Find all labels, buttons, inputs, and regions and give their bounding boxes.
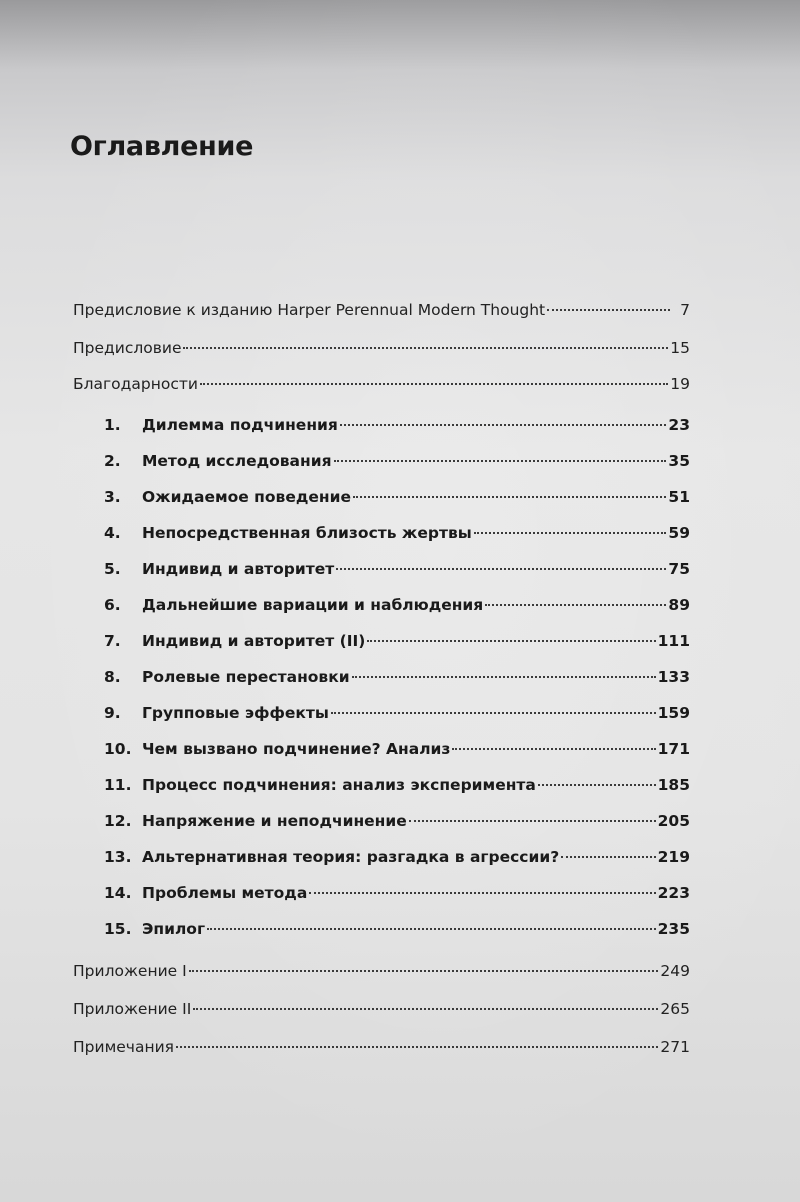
chapter-number: 13. (104, 848, 132, 866)
toc-chapter-13 (104, 844, 690, 870)
toc-entry-page: 19 (670, 375, 690, 393)
dot-leader (334, 459, 667, 462)
dot-leader (309, 891, 655, 894)
chapter-number: 3. (104, 488, 121, 506)
chapter-title: Непосредственная близость жертвы (142, 524, 472, 542)
toc-entry-foreword (73, 335, 690, 361)
chapter-title: Дилемма подчинения (142, 416, 338, 434)
chapter-number: 1. (104, 416, 121, 434)
chapter-title: Групповые эффекты (142, 704, 329, 722)
toc-chapter-11 (104, 772, 690, 798)
chapter-number: 4. (104, 524, 121, 542)
toc-chapter-8 (104, 664, 690, 690)
toc-chapter-15 (104, 916, 690, 942)
chapter-number: 14. (104, 884, 132, 902)
chapter-number: 12. (104, 812, 132, 830)
toc-chapter-14 (104, 880, 690, 906)
toc-chapter-1 (104, 412, 690, 438)
dot-leader (340, 423, 667, 426)
dot-leader (353, 495, 666, 498)
chapter-page: 111 (657, 632, 690, 650)
toc-chapter-6 (104, 592, 690, 618)
toc-entry-appendix-2 (73, 996, 690, 1022)
chapter-title: Ожидаемое поведение (142, 488, 351, 506)
chapter-number: 7. (104, 632, 121, 650)
dot-leader (485, 603, 666, 606)
chapter-page: 51 (668, 488, 690, 506)
toc-entry-label: Приложение II (73, 1000, 192, 1018)
dot-leader (331, 711, 656, 714)
chapter-title: Эпилог (142, 920, 206, 938)
chapter-page: 23 (668, 416, 690, 434)
toc-chapter-2 (104, 448, 690, 474)
dot-leader (176, 1045, 658, 1048)
dot-leader (474, 531, 667, 534)
toc-entry-label: Благодарности (73, 375, 198, 393)
chapter-title: Напряжение и неподчинение (142, 812, 407, 830)
chapter-page: 223 (657, 884, 690, 902)
dot-leader (452, 747, 655, 750)
toc-chapter-9 (104, 700, 690, 726)
chapter-number: 6. (104, 596, 121, 614)
toc-entry-page: 15 (670, 339, 690, 357)
chapter-title: Проблемы метода (142, 884, 308, 902)
chapter-title: Ролевые перестановки (142, 668, 350, 686)
chapter-title: Чем вызвано подчинение? Анализ (142, 740, 451, 758)
toc-entry-appendix-1 (73, 958, 690, 984)
toc-entry-page: 7 (680, 301, 690, 319)
chapter-number: 11. (104, 776, 132, 794)
chapter-number: 2. (104, 452, 121, 470)
chapter-title: Индивид и авторитет (142, 560, 335, 578)
toc-entry-page: 265 (660, 1000, 690, 1018)
chapter-page: 219 (657, 848, 690, 866)
chapter-page: 35 (668, 452, 690, 470)
chapter-page: 235 (657, 920, 690, 938)
toc-entry-label: Предисловие к изданию Harper Perennual Modern Thought (73, 301, 546, 319)
chapter-number: 15. (104, 920, 132, 938)
page-title: Оглавление (70, 131, 254, 162)
dot-leader (538, 783, 656, 786)
chapter-title: Процесс подчинения: анализ эксперимента (142, 776, 536, 794)
chapter-page: 59 (668, 524, 690, 542)
dot-leader (336, 567, 666, 570)
dot-leader (200, 382, 668, 385)
chapter-title: Дальнейшие вариации и наблюдения (142, 596, 484, 614)
toc-chapter-7 (104, 628, 690, 654)
dot-leader (352, 675, 656, 678)
toc-chapter-10 (104, 736, 690, 762)
dot-leader (189, 969, 659, 972)
toc-chapter-12 (104, 808, 690, 834)
toc-entry-label: Примечания (73, 1038, 174, 1056)
chapter-title: Метод исследования (142, 452, 332, 470)
toc-chapter-4 (104, 520, 690, 546)
chapter-page: 171 (657, 740, 690, 758)
chapter-number: 10. (104, 740, 132, 758)
chapter-number: 9. (104, 704, 121, 722)
chapter-page: 159 (657, 704, 690, 722)
toc-entry-acknowledgements (73, 371, 690, 397)
chapter-number: 5. (104, 560, 121, 578)
dot-leader (183, 346, 668, 349)
chapter-page: 133 (657, 668, 690, 686)
chapter-title: Альтернативная теория: разгадка в агрессии? (142, 848, 560, 866)
chapter-title: Индивид и авторитет (II) (142, 632, 366, 650)
toc-chapter-3 (104, 484, 690, 510)
toc-entry-page: 271 (660, 1038, 690, 1056)
chapter-page: 75 (668, 560, 690, 578)
toc-entry-foreword-edition (73, 297, 690, 323)
chapter-page: 185 (657, 776, 690, 794)
toc-entry-label: Предисловие (73, 339, 182, 357)
toc-chapter-5 (104, 556, 690, 582)
dot-leader (193, 1007, 658, 1010)
dot-leader (367, 639, 655, 642)
dot-leader (547, 308, 670, 311)
chapter-page: 89 (668, 596, 690, 614)
toc-entry-page: 249 (660, 962, 690, 980)
dot-leader (409, 819, 656, 822)
chapter-number: 8. (104, 668, 121, 686)
toc-entry-label: Приложение I (73, 962, 187, 980)
toc-entry-notes (73, 1034, 690, 1060)
dot-leader (207, 927, 656, 930)
dot-leader (561, 855, 655, 858)
chapter-page: 205 (657, 812, 690, 830)
